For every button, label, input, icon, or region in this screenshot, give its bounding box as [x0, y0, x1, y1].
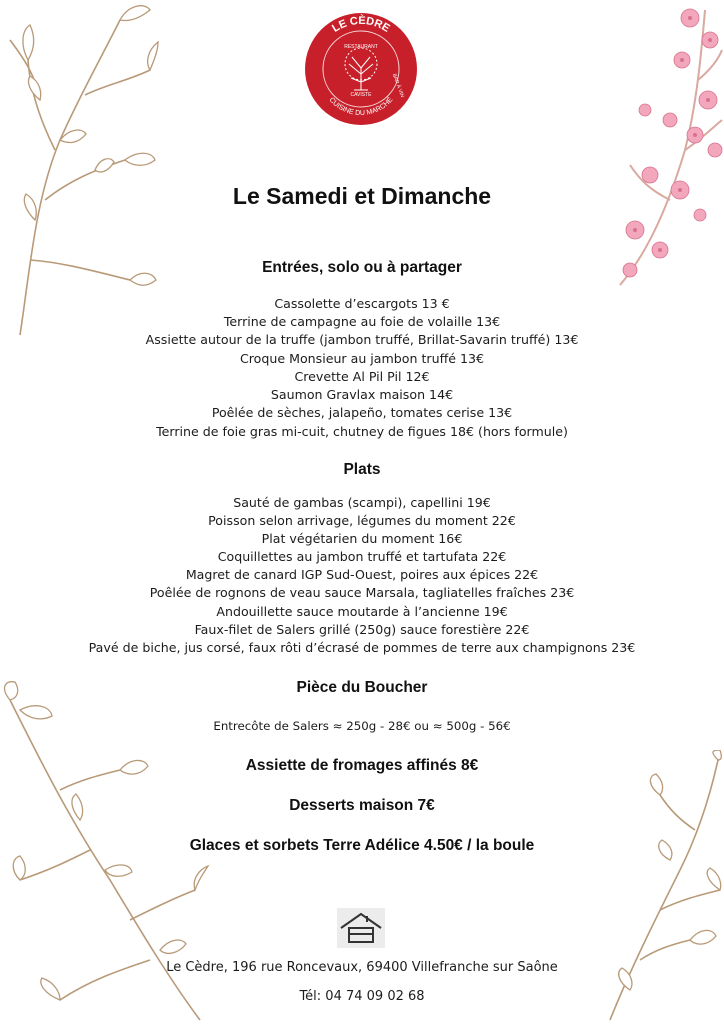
logo-ring-top-text: LE CÈDRE	[330, 14, 392, 35]
restaurant-logo	[304, 12, 418, 126]
desserts-heading: Desserts maison 7€	[289, 797, 435, 814]
plat-item: Coquillettes au jambon truffé et tartufata 22€	[217, 549, 507, 564]
branch-top-left-illustration	[0, 0, 160, 340]
entree-item: Crevette Al Pil Pil 12€	[294, 369, 430, 384]
glaces-heading: Glaces et sorbets Terre Adélice 4.50€ / la boule	[189, 837, 535, 854]
plat-item: Poêlée de rognons de veau sauce Marsala, tagliatelles fraîches 23€	[149, 585, 575, 600]
entree-item: Assiette autour de la truffe (jambon truffé, Brillat-Savarin truffé) 13€	[145, 332, 579, 347]
entree-item: Cassolette d’escargots 13 €	[274, 296, 450, 311]
plat-item: Faux-filet de Salers grillé (250g) sauce forestière 22€	[194, 622, 530, 637]
plat-item: Sauté de gambas (scampi), capellini 19€	[233, 495, 491, 510]
cherry-blossom-illustration	[610, 0, 724, 290]
footer-address: Le Cèdre, 196 rue Roncevaux, 69400 Villefranche sur Saône	[166, 960, 558, 975]
logo-ring-bottom-text: CUISINE DU MARCHÉ	[327, 96, 395, 118]
logo-subtitle-text: RESTAURANT	[344, 44, 378, 50]
logo-caviste-text: CAVISTE	[350, 92, 372, 98]
plat-item: Plat végétarien du moment 16€	[261, 531, 463, 546]
boucher-item: Entrecôte de Salers ≈ 250g - 28€ ou ≈ 500g - 56€	[213, 719, 511, 733]
section-heading-plats: Plats	[343, 461, 381, 478]
entree-item: Poêlée de sèches, jalapeño, tomates cerise 13€	[211, 405, 513, 420]
entree-item: Terrine de campagne au foie de volaille 13€	[223, 314, 501, 329]
branch-bottom-right-illustration	[600, 750, 724, 1024]
fromages-heading: Assiette de fromages affinés 8€	[245, 757, 479, 774]
footer-phone: Tél: 04 74 09 02 68	[299, 989, 425, 1004]
entree-item: Croque Monsieur au jambon truffé 13€	[239, 351, 485, 366]
entree-item: Saumon Gravlax maison 14€	[270, 387, 454, 402]
logo-bar-text: BAR À VIN	[390, 73, 405, 99]
section-heading-boucher: Pièce du Boucher	[296, 679, 428, 696]
section-heading-entrees: Entrées, solo ou à partager	[262, 259, 462, 276]
plat-item: Poisson selon arrivage, légumes du moment 22€	[208, 513, 516, 528]
entree-item: Terrine de foie gras mi-cuit, chutney de figues 18€ (hors formule)	[156, 424, 568, 439]
plat-item: Magret de canard IGP Sud-Ouest, poires aux épices 22€	[185, 567, 539, 582]
plat-item: Pavé de biche, jus corsé, faux rôti d’écrasé de pommes de terre aux champignons 23€	[88, 640, 636, 655]
plat-item: Andouillette sauce moutarde à l’ancienne 19€	[216, 604, 508, 619]
house-icon	[337, 908, 385, 948]
page-title: Le Samedi et Dimanche	[232, 183, 492, 209]
